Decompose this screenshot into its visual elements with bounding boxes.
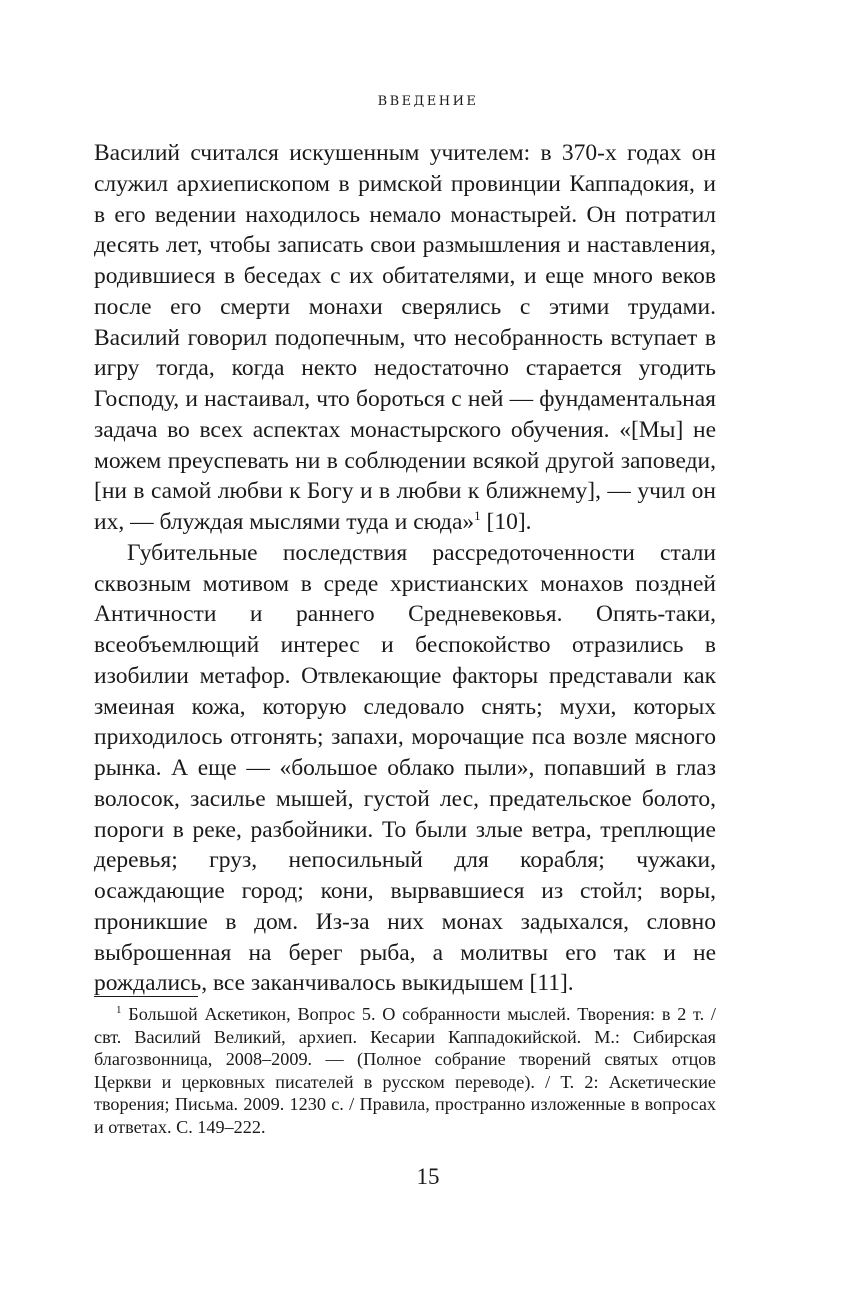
footnote-divider — [94, 996, 198, 997]
paragraph-2: Губительные последствия рассредоточенности стали сквозным мотивом в среде христианских монахов поздней Античности и раннего Средневековья. Опять-таки, всеобъемлющий интерес и беспокойство отразились в изобилии метафор. Отвлекающие факторы представали как змеиная кожа, которую следовало снять; мухи, которых приходилось отгонять; запахи, морочащие пса возле мясного рынка. А еще — «большое облако пыли», попавший в глаз волосок, засилье мышей, густой лес, предательское болото, пороги в реке, разбойники. То были злые ветра, треплющие деревья; груз, непосильный для корабля; чужаки, осаждающие город; кони, вырвавшиеся из стойл; воры, проникшие в дом. Из-за них монах задыхался, словно выброшенная на берег рыба, а молитвы его так и не рождались, все заканчивалось выкидышем [11]. — [94, 539, 716, 997]
paragraph-1 — [94, 138, 716, 538]
page-number: 15 — [416, 1164, 440, 1189]
paragraph-1-text: Василий считался искушенным учителем: в 370-х годах он служил архиепископом в римской провинции Каппадокия, и в его ведении находилось немало монастырей. Он потратил десять лет, чтобы записать свои размышления и наставления, родившиеся в беседах с их обитателями, и еще много веков после его смерти монахи сверялись с этими трудами. Василий говорил подопечным, что несобранность вступает в игру тогда, когда некто недостаточно старается угодить Господу, и настаивал, что бороться с ней — фундаментальная задача во всех аспектах монастырского обучения. «[Мы] не можем преуспевать ни в соблюдении всякой другой заповеди, [ни в самой любви к Богу и в любви к ближнему], — учил он их, — блуждая мыслями туда и сюда» — [94, 140, 716, 535]
footnote-reference: 1 — [474, 508, 481, 523]
running-head: ВВЕДЕНИЕ — [377, 94, 479, 109]
footnote-paragraph — [94, 1003, 716, 1139]
footnote — [94, 1003, 716, 1139]
footnote-text: Большой Аскетикон, Вопрос 5. О собранности мыслей. Творения: в 2 т. / свт. Василий Великий, архиеп. Кесарии Каппадокийской. М.: Сибирская благозвонница, 2008–2009. — (Полное собрание творений святых отцов Церкви и церковных писателей в русском переводе). / Т. 2: Аскетические творения; Письма. 2009. 1230 с. / Правила, пространно изложенные в вопросах и ответах. С. 149–222. — [94, 1004, 716, 1137]
footnote-marker: 1 — [116, 1004, 122, 1016]
main-text — [94, 138, 716, 999]
citation-reference: [10]. — [480, 509, 532, 535]
